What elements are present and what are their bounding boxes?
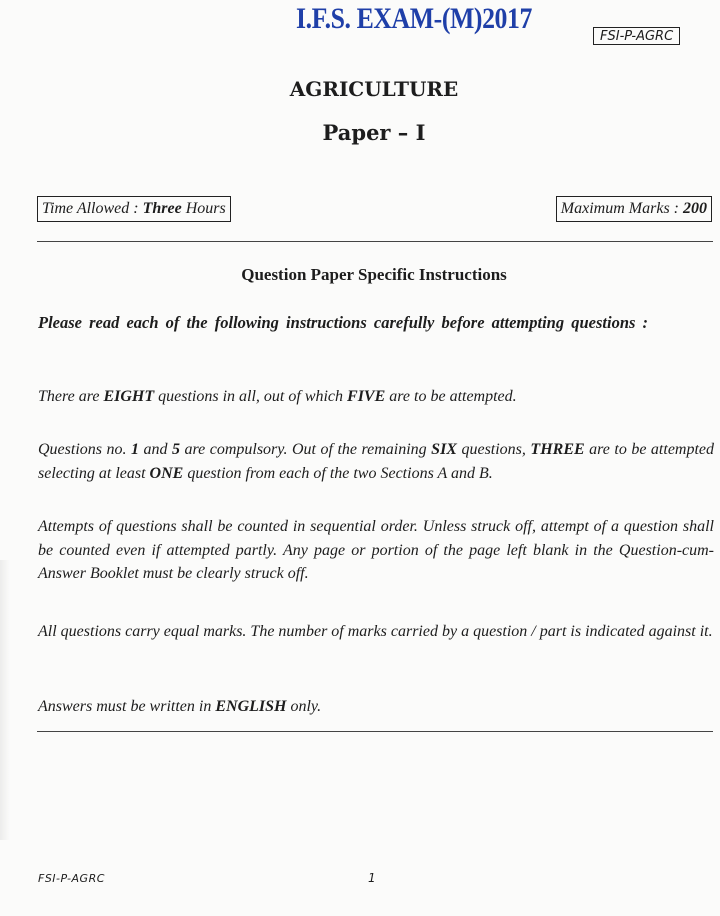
exam-stamp: I.F.S. EXAM-(M)2017 [296, 2, 532, 35]
emphasis: ONE [149, 464, 184, 482]
text: only. [286, 698, 322, 715]
instruction-compulsory [38, 438, 714, 485]
paper-code-box: FSI-P-AGRC [593, 27, 680, 45]
time-value: Three [142, 200, 182, 217]
divider-top [37, 241, 713, 242]
instruction-question-count [38, 385, 714, 409]
emphasis: ENGLISH [215, 698, 287, 715]
text: Questions no. [38, 441, 131, 458]
text: question from each of the two Sections A and B. [183, 464, 493, 482]
maximum-marks-box [556, 196, 712, 222]
emphasis: FIVE [347, 388, 386, 405]
emphasis: EIGHT [103, 388, 155, 405]
emphasis: 1 [131, 441, 139, 458]
time-allowed-box [37, 196, 231, 222]
text: questions in all, out of which [154, 388, 348, 405]
marks-value: 200 [683, 200, 707, 217]
subject-title: AGRICULTURE [289, 77, 459, 101]
marks-label: Maximum Marks : [560, 200, 683, 217]
text: questions, [456, 441, 531, 458]
instruction-marks: All questions carry equal marks. The number of marks carried by a question / part is indicated against it. [38, 623, 713, 640]
text: are to be attempted selecting at least [38, 441, 715, 482]
scan-margin-shadow [0, 560, 10, 840]
text: Answers must be written in [38, 698, 216, 715]
time-unit: Hours [181, 200, 226, 217]
text: are to be attempted. [385, 388, 517, 405]
emphasis: THREE [530, 441, 585, 458]
instruction-language [38, 695, 714, 719]
text: and [139, 441, 172, 458]
footer-paper-code: FSI-P-AGRC [38, 872, 105, 885]
text: are compulsory. Out of the remaining [180, 441, 432, 458]
emphasis: SIX [431, 441, 457, 458]
emphasis: 5 [172, 441, 180, 458]
text: There are [38, 388, 104, 405]
instruction-attempts: Attempts of questions shall be counted in sequential order. Unless struck off, attempt of a question shall be counted even if attempted partly. Any page or portion of the page left blank in the Question-cum-Answer Booklet must be clearly struck off. [38, 518, 714, 582]
time-label: Time Allowed : [42, 200, 143, 217]
divider-bottom [37, 731, 713, 732]
page-number: 1 [368, 871, 376, 885]
instructions-heading: Question Paper Specific Instructions [241, 265, 507, 284]
instructions-intro: Please read each of the following instructions carefully before attempting questions : [38, 313, 649, 332]
paper-number: Paper – I [322, 120, 426, 145]
